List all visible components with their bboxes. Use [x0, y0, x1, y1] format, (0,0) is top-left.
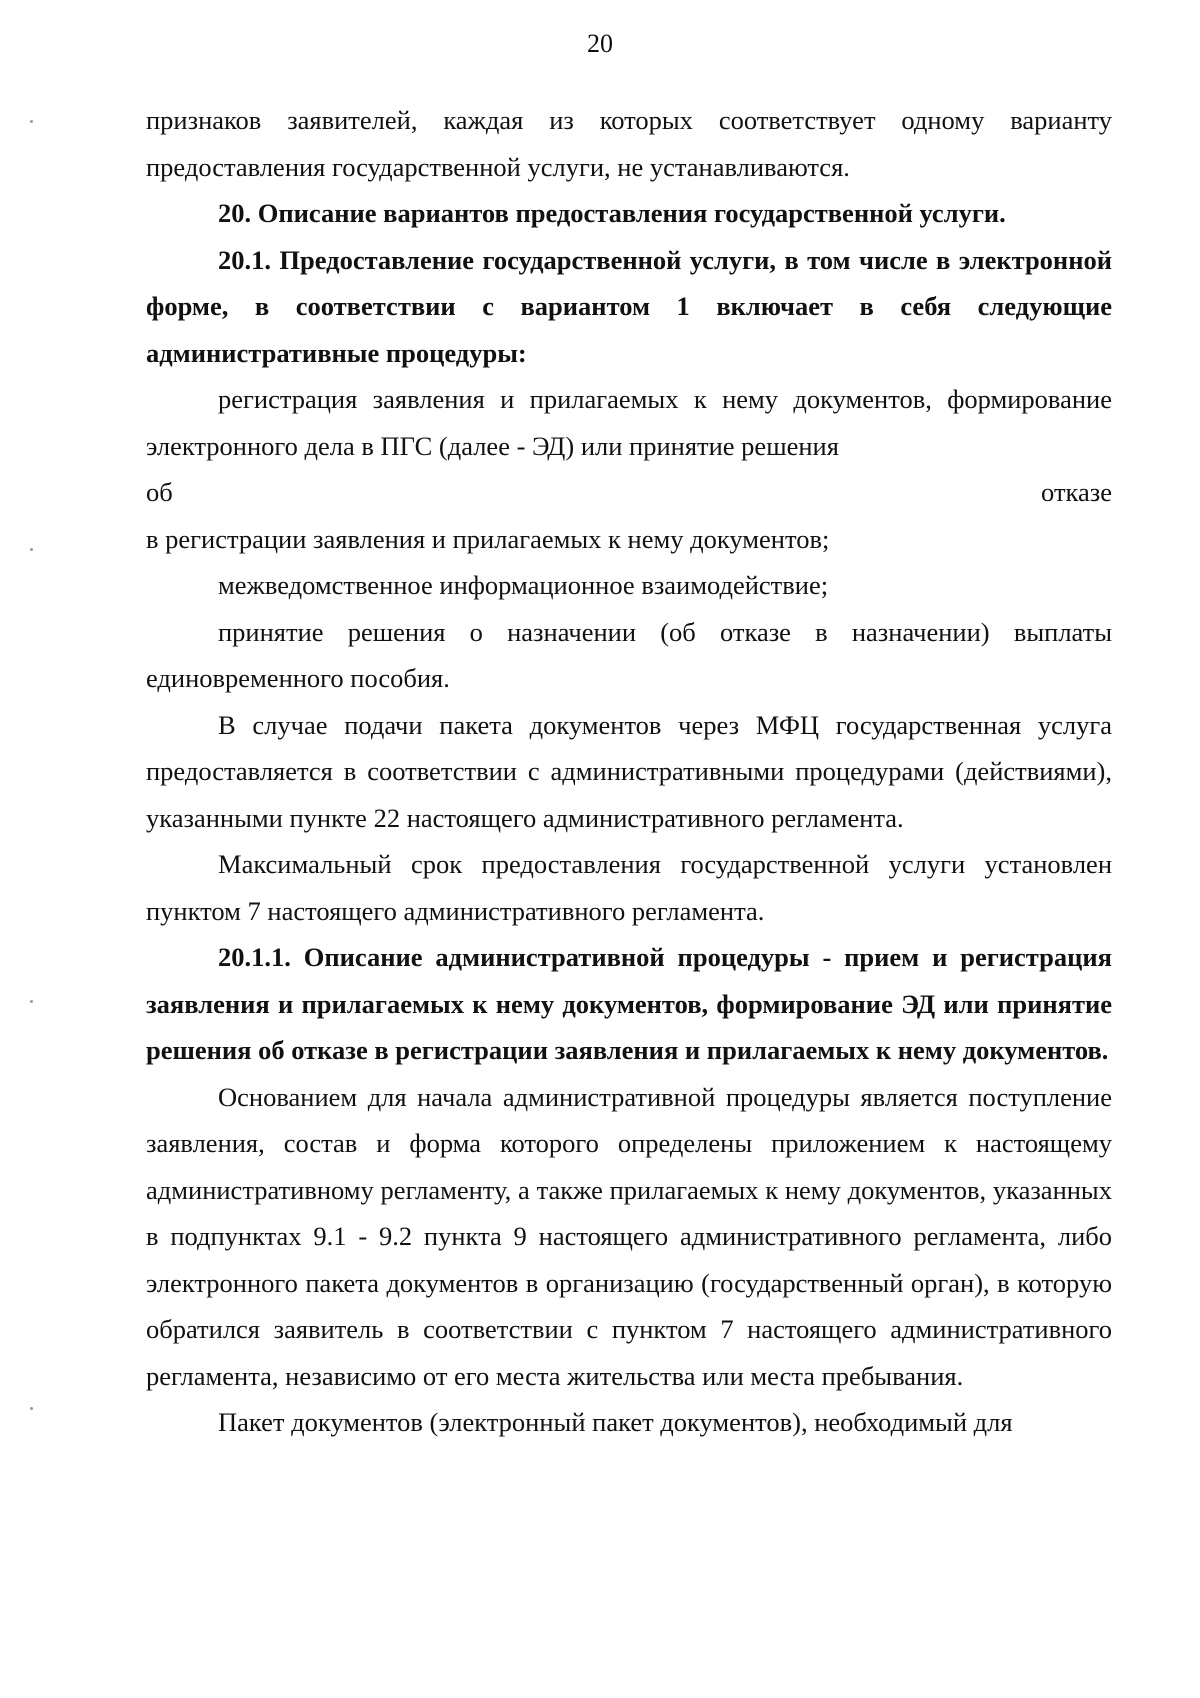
paragraph-interagency: межведомственное информационное взаимодействие;: [218, 570, 829, 600]
document-body: [146, 97, 1112, 1446]
paragraph-decision: принятие решения о назначении (об отказе в назначении) выплаты единовременного пособия.: [146, 616, 1112, 693]
scan-edge-mark: [30, 1000, 33, 1003]
scan-edge-mark: [30, 1407, 33, 1410]
scan-edge-mark: [30, 548, 33, 551]
paragraph-basis: Основанием для начала административной процедуры является поступление заявления, состав и форма которого определены приложением к настоящему административному регламенту, а также прилагаемых к нему документов, указанных в подпунктах 9.1 - 9.2 пункта 9 настоящего административного регламента, либо электронного пакета документов в организацию (государственный орган), в которую обратился заявитель в соответствии с пунктом 7 настоящего административного регламента, независимо от его места жительства или места пребывания.: [146, 1081, 1112, 1391]
subsection-heading-20-1: 20.1. Предоставление государственной услуги, в том числе в электронной форме, в соответствии с вариантом 1 включает в себя следующие административные процедуры:: [146, 244, 1112, 368]
page-number: 20: [587, 29, 613, 58]
paragraph-registration: [146, 376, 1112, 562]
subsection-heading-20-1-1: 20.1.1. Описание административной процедуры - прием и регистрация заявления и прилагаемых к нему документов, формирование ЭД или принятие решения об отказе в регистрации заявления и прилагаемых к нему документов.: [146, 942, 1112, 1065]
paragraph-mfc: В случае подачи пакета документов через МФЦ государственная услуга предоставляется в соответствии с административными процедурами (действиями), указанными пункте 22 настоящего административного регламента.: [146, 709, 1112, 833]
section-heading-20: 20. Описание вариантов предоставления государственной услуги.: [218, 198, 1006, 228]
scan-edge-mark: [30, 120, 33, 123]
paragraph-max-term: Максимальный срок предоставления государственной услуги установлен пунктом 7 настоящего административного регламента.: [146, 849, 1112, 926]
paragraph-package: Пакет документов (электронный пакет документов), необходимый для: [218, 1407, 1013, 1437]
registration-split-line: [146, 469, 1112, 516]
registration-word-ob: об: [146, 477, 173, 507]
paragraph-applicant-criteria: признаков заявителей, каждая из которых соответствует одному варианту предоставления государственной услуги, не устанавливаются.: [146, 105, 1112, 182]
registration-word-otkaze: отказе: [1041, 477, 1112, 507]
registration-text-end: в регистрации заявления и прилагаемых к нему документов;: [146, 523, 830, 554]
registration-text: регистрация заявления и прилагаемых к нему документов, формирование электронного дела в ПГС (далее - ЭД) или принятие решения: [146, 384, 1112, 461]
